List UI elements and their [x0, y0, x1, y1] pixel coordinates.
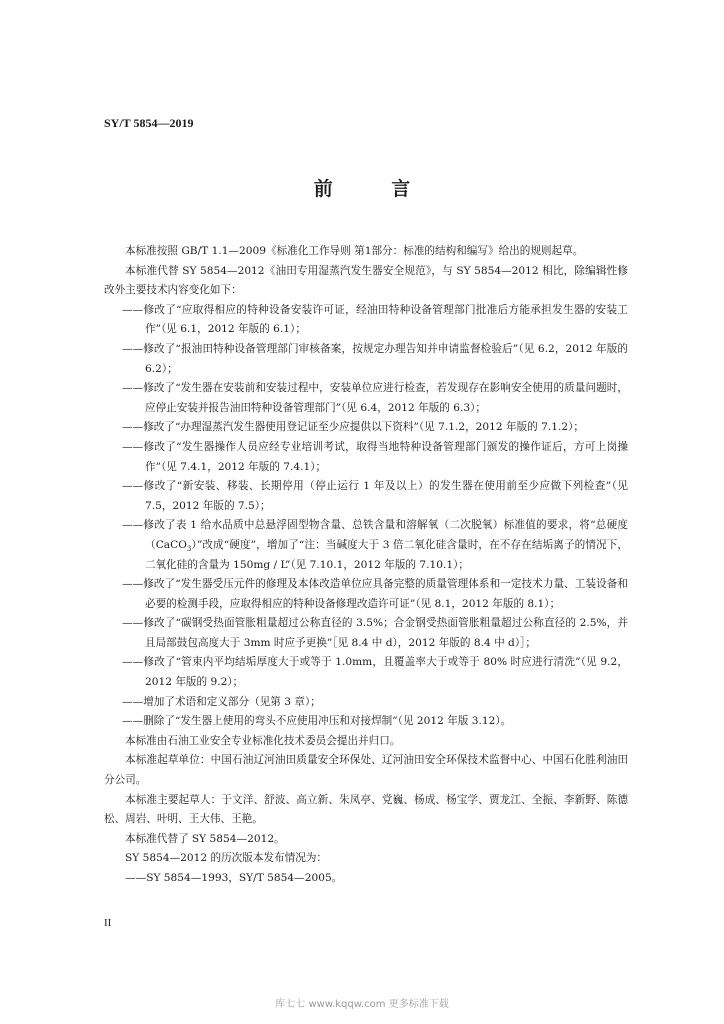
paragraph-drafting-units: 本标准起草单位：中国石油辽河油田质量安全环保处、辽河油田安全环保技术监督中心、中国石化胜利油田分公司。: [104, 754, 628, 787]
change-item: ——修改了“新安装、移装、长期停用（停止运行 1 年及以上）的发生器在使用前至少应做下列检查”（见 7.5，2012 年版的 7.5）；: [122, 480, 628, 512]
paragraph-drafters: 本标准主要起草人：于文洋、舒波、高立新、朱凤亭、党巍、杨成、杨宝学、贾龙江、全振、李新野、陈德松、周岩、叶明、王大伟、王艳。: [104, 793, 628, 826]
paragraph-proposer: 本标准由石油工业安全专业标准化技术委员会提出并归口。: [125, 734, 401, 747]
paragraph-replacement: 本标准代替 SY 5854—2012《油田专用湿蒸汽发生器安全规范》，与 SY 5854—2012 相比，除编辑性修改外主要技术内容变化如下：: [104, 264, 628, 297]
change-item: ——修改了“发生器操作人员应经专业培训考试，取得当地特种设备管理部门颁发的操作证后，方可上岗操作”（见 7.4.1，2012 年版的 7.4.1）；: [122, 440, 628, 473]
watermark-footer: 库七七 www.kqqw.com 更多标准下载: [275, 999, 449, 1010]
change-item: ——修改了“发生器受压元件的修理及本体改造单位应具备完整的质量管理体系和一定技术力量、工装设备和必要的检测手段，应取得相应的特种设备修理改造许可证”（见 8.1，2012 年版的 8.1）；: [122, 578, 628, 610]
change-item: ——修改了“碳钢受热面管胀粗量超过公称直径的 3.5%；合金钢受热面管胀粗量超过公称直径的 2.5%，并且局部鼓包高度大于 3mm 时应予更换”［见 8.4 中 d），2012 年版的 8.4 中 d）］；: [122, 617, 628, 649]
change-item: ——增加了术语和定义部分（见第 3 章）；: [122, 695, 321, 708]
change-item: ——删除了“发生器上使用的弯头不应使用冲压和对接焊制”（见 2012 年版 3.12）。: [122, 715, 512, 728]
page-number: II: [104, 917, 112, 929]
change-item: ——修改了“发生器在安装前和安装过程中，安装单位应进行检查，若发现存在影响安全使用的质量问题时，应停止安装并报告油田特种设备管理部门”（见 6.4，2012 年版的 6.3）；: [122, 382, 628, 414]
change-item: ——修改了“办理湿蒸汽发生器使用登记证至少应提供以下资料”（见 7.1.2，2012 年版的 7.1.2）；: [122, 421, 584, 434]
change-item-water-quality: [104, 516, 628, 575]
change-text: ）”改成“硬度”，增加了“注：当碱度大于 3 倍二氧化硅含量时，在不存在结垢离子的情况下，二氧化硅的含量为 150mg / L”（见 7.10.1，2012 年版的 7.10.1）；: [145, 538, 628, 571]
foreword-body: [104, 242, 628, 889]
paragraph-history-intro: SY 5854—2012 的历次版本发布情况为：: [125, 852, 328, 865]
change-item: ——修改了“管束内平均结垢厚度大于或等于 1.0mm，且覆盖率大于或等于 80% 时应进行清洗”（见 9.2，2012 年版的 9.2）；: [122, 656, 628, 689]
history-item: ——SY 5854—1993，SY/T 5854—2005。: [125, 872, 343, 884]
change-item: ——修改了“报油田特种设备管理部门审核备案，按规定办理告知并申请监督检验后”（见 6.2，2012 年版的 6.2）；: [122, 342, 628, 375]
subscript: 3: [186, 545, 192, 554]
paragraph-drafting-rules: 本标准按照 GB/T 1.1—2009《标准化工作导则 第1部分：标准的结构和编写》给出的规则起草。: [125, 245, 584, 257]
change-text: ——修改了表 1 给水品质中总悬浮固型物含量、总铁含量和溶解氧（二次脱氧）标准值的要求，将“总硬度（CaCO: [122, 519, 628, 551]
page-title: 前 言: [313, 178, 437, 200]
paragraph-supersedes: 本标准代替了 SY 5854—2012。: [125, 832, 285, 845]
standard-code-header: SY/T 5854—2019: [104, 116, 194, 130]
change-item: ——修改了“应取得相应的特种设备安装许可证，经油田特种设备管理部门批准后方能承担发生器的安装工作”（见 6.1，2012 年版的 6.1）；: [122, 303, 628, 336]
